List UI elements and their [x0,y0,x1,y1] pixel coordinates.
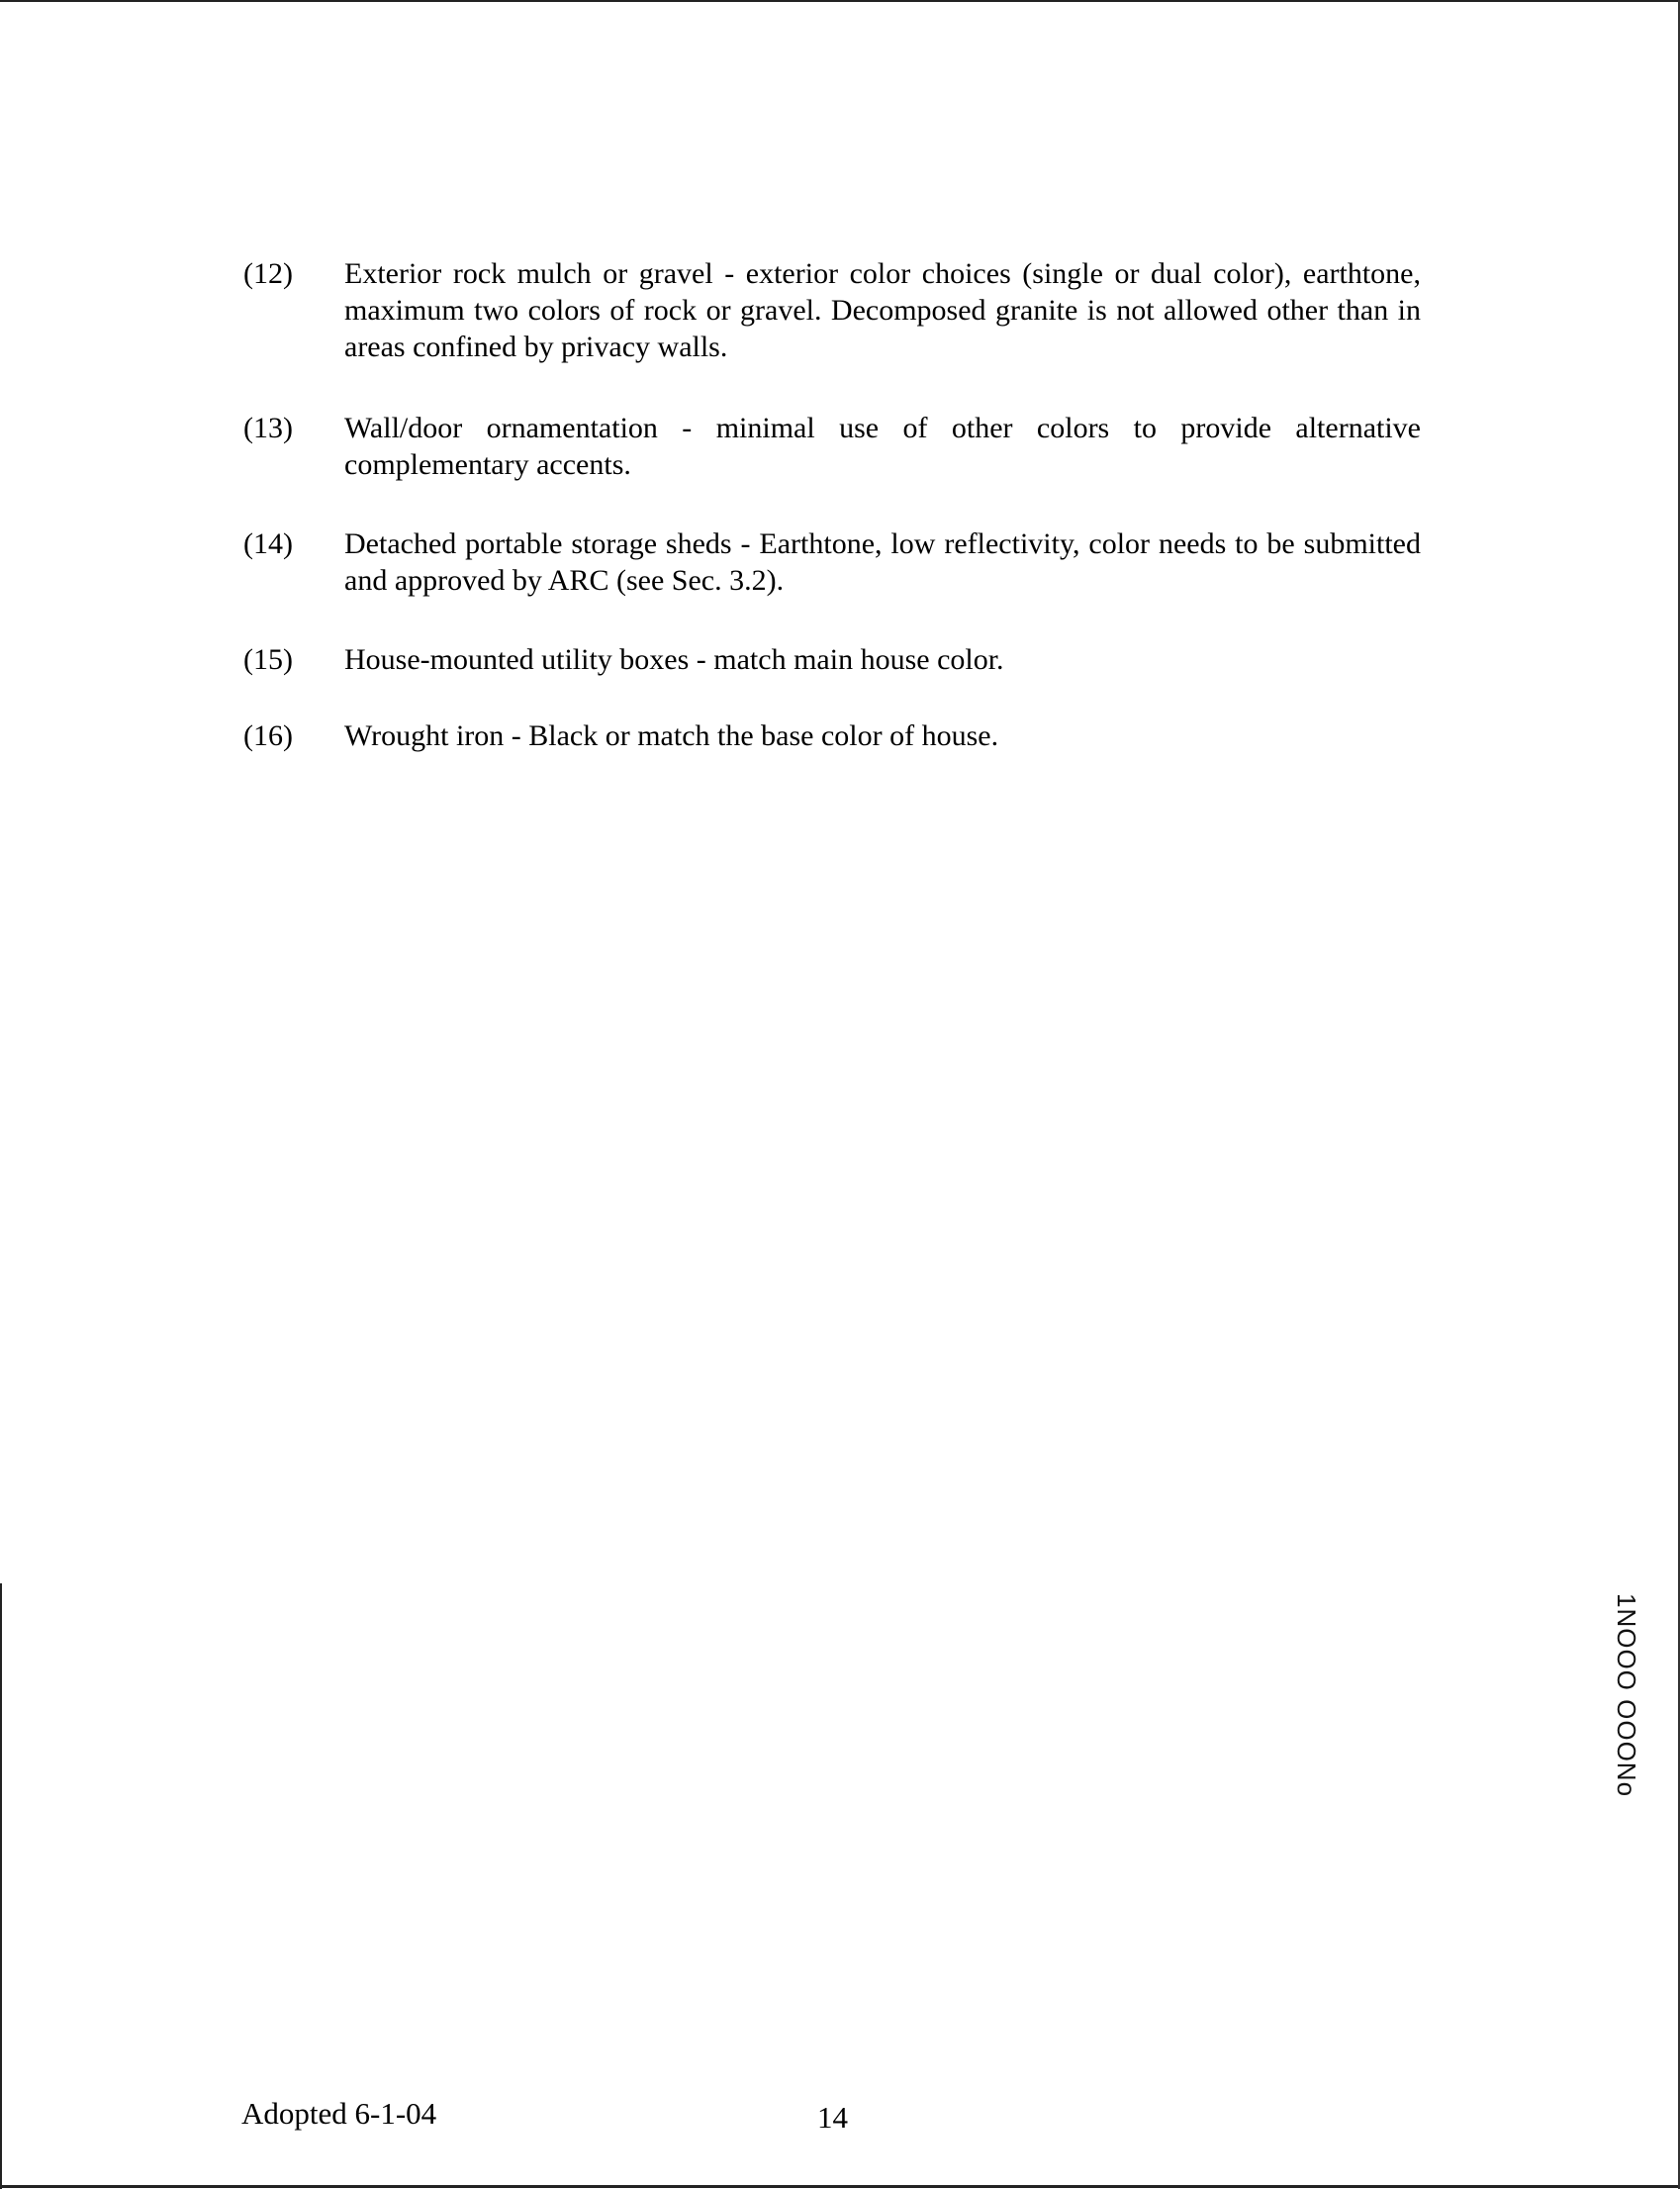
item-text: House-mounted utility boxes - match main house color. [344,643,1004,676]
item-number: (15) [243,643,293,676]
page-border-bottom [0,2185,1680,2188]
item-text: Exterior rock mulch or gravel - exterior color choices (single or dual color), earthtone, maximum two colors of rock or gravel. Decomposed granite is not allowed other than in areas confined by privacy walls. [344,257,1421,363]
item-text: Wrought iron - Black or match the base color of house. [344,719,999,752]
page-border-left [0,1583,2,2189]
item-number: (12) [243,257,293,290]
item-text: Detached portable storage sheds - Earthtone, low reflectivity, color needs to be submitted and approved by ARC (see Sec. 3.2). [344,527,1421,597]
item-text: Wall/door ornamentation - minimal use of other colors to provide alternative complementary accents. [344,412,1421,481]
page-number: 14 [817,2100,848,2135]
margin-stamp: 1NOOO OOONo [1612,1593,1641,1798]
item-number: (14) [243,527,293,560]
page-border-top [0,0,1680,2]
footer-adopted-date: Adopted 6-1-04 [241,2096,437,2131]
item-number: (16) [243,719,293,752]
item-number: (13) [243,412,293,444]
